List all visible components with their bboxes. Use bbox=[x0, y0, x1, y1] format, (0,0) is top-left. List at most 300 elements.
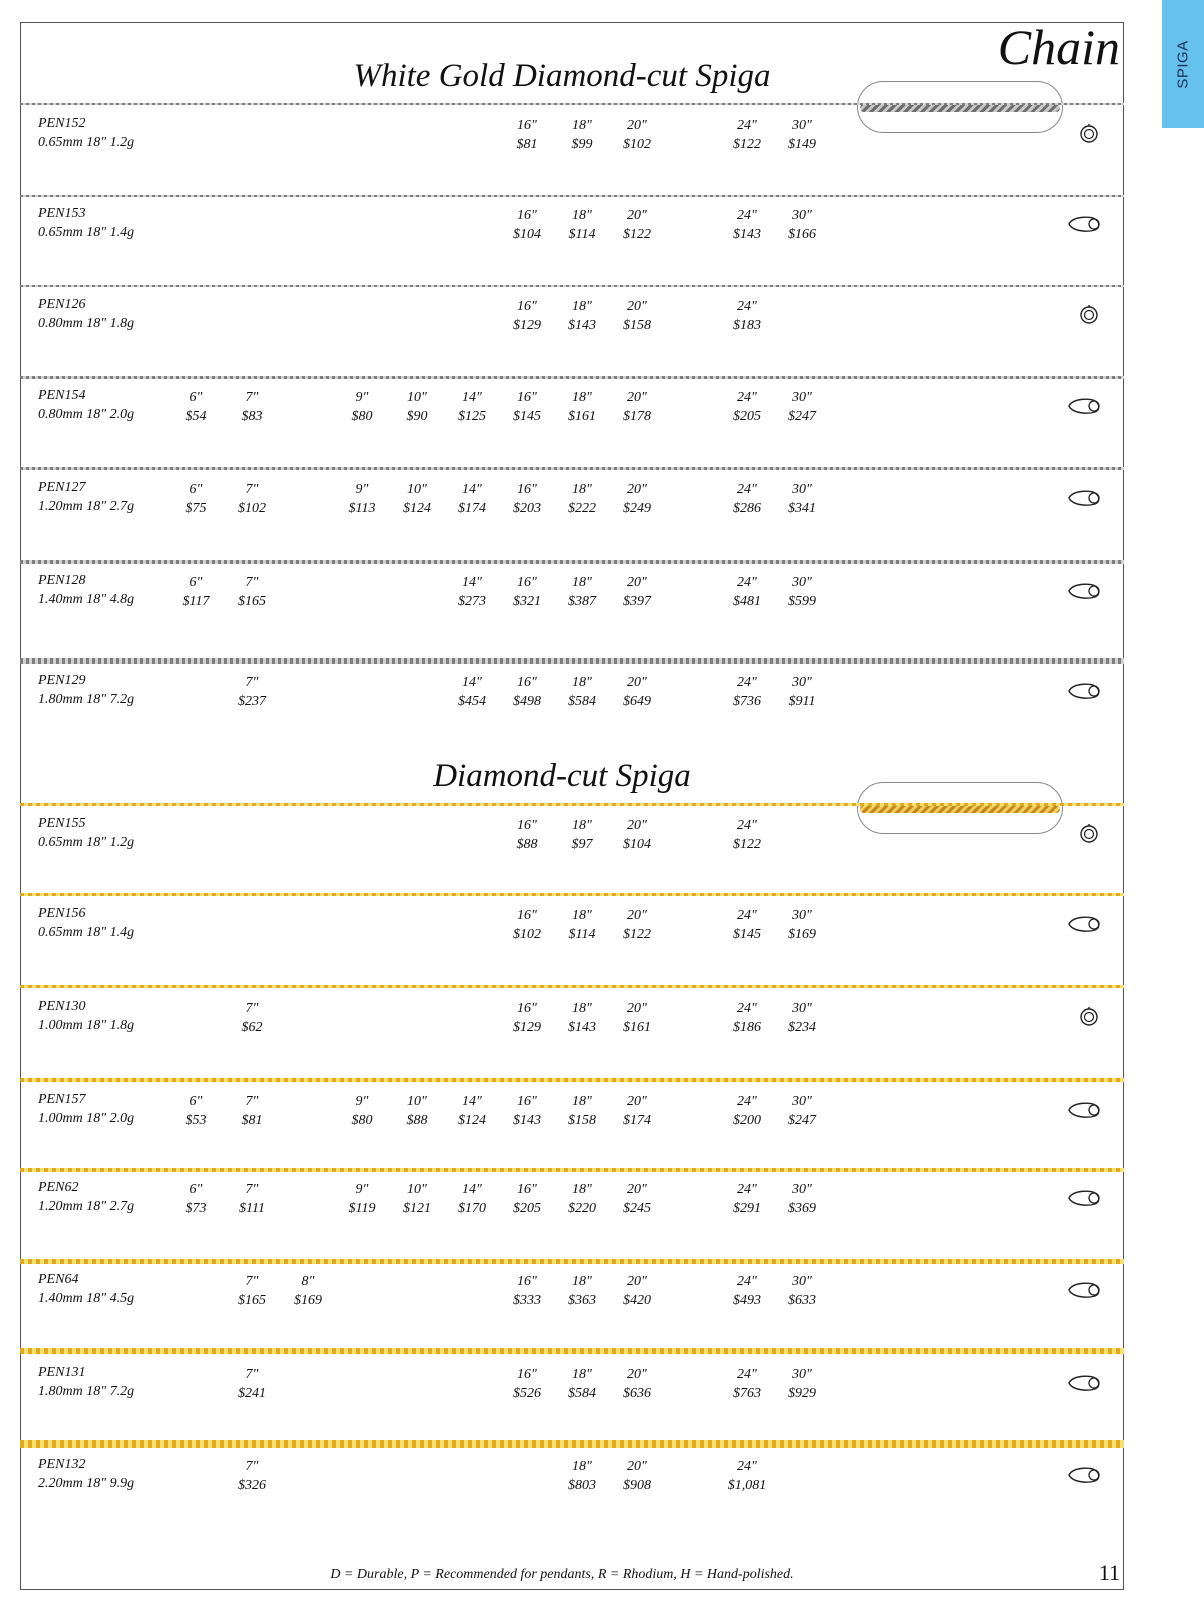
lobster-clasp-icon bbox=[1065, 1186, 1105, 1210]
price-value: $104 bbox=[513, 227, 541, 242]
length-label: 24" bbox=[737, 482, 757, 497]
length-label: 6" bbox=[189, 575, 203, 590]
length-label: 18" bbox=[572, 1182, 592, 1197]
length-label: 9" bbox=[355, 1182, 369, 1197]
price-cell bbox=[772, 480, 832, 518]
length-label: 7" bbox=[245, 1367, 259, 1382]
chain-divider bbox=[20, 1440, 1124, 1448]
price-cell bbox=[717, 116, 777, 154]
product-code: PEN132 bbox=[38, 1457, 86, 1472]
length-label: 20" bbox=[627, 118, 647, 133]
price-value: $222 bbox=[568, 501, 596, 516]
length-label: 30" bbox=[792, 675, 812, 690]
product-code: PEN62 bbox=[38, 1180, 79, 1195]
price-cell bbox=[332, 388, 392, 426]
length-label: 20" bbox=[627, 390, 647, 405]
spring-ring-clasp-icon bbox=[1065, 1005, 1105, 1029]
price-value: $122 bbox=[733, 837, 761, 852]
lobster-clasp-icon bbox=[1065, 579, 1105, 603]
length-label: 16" bbox=[517, 482, 537, 497]
price-cell bbox=[387, 480, 447, 518]
product-code: PEN157 bbox=[38, 1092, 86, 1107]
price-value: $1,081 bbox=[727, 1478, 767, 1493]
length-label: 20" bbox=[627, 1001, 647, 1016]
price-value: $149 bbox=[788, 137, 816, 152]
lobster-clasp-icon bbox=[1065, 1463, 1105, 1487]
price-value: $397 bbox=[623, 594, 651, 609]
price-cell bbox=[497, 1092, 557, 1130]
length-label: 20" bbox=[627, 1274, 647, 1289]
length-label: 24" bbox=[737, 118, 757, 133]
price-cell bbox=[552, 816, 612, 854]
price-value: $220 bbox=[568, 1201, 596, 1216]
price-value: $291 bbox=[733, 1201, 761, 1216]
price-value: $166 bbox=[788, 227, 816, 242]
product-row[interactable] bbox=[0, 1092, 1124, 1136]
price-value: $584 bbox=[568, 694, 596, 709]
product-spec: 1.20mm 18" 2.7g bbox=[38, 499, 135, 514]
length-label: 30" bbox=[792, 1182, 812, 1197]
length-label: 24" bbox=[737, 575, 757, 590]
chain-divider bbox=[20, 1168, 1124, 1172]
price-value: $80 bbox=[351, 1113, 373, 1128]
length-label: 24" bbox=[737, 818, 757, 833]
length-label: 24" bbox=[737, 1274, 757, 1289]
price-cell bbox=[552, 388, 612, 426]
price-cell bbox=[607, 1180, 667, 1218]
price-cell bbox=[442, 573, 502, 611]
price-cell bbox=[497, 1272, 557, 1310]
length-label: 20" bbox=[627, 482, 647, 497]
product-code: PEN152 bbox=[38, 116, 86, 131]
price-cell bbox=[717, 480, 777, 518]
length-label: 18" bbox=[572, 390, 592, 405]
price-cell bbox=[222, 1365, 282, 1403]
price-value: $286 bbox=[733, 501, 761, 516]
price-value: $145 bbox=[733, 927, 761, 942]
product-spec: 0.65mm 18" 1.2g bbox=[38, 835, 135, 850]
price-cell bbox=[552, 673, 612, 711]
length-label: 16" bbox=[517, 1001, 537, 1016]
length-label: 18" bbox=[572, 908, 592, 923]
price-value: $124 bbox=[403, 501, 431, 516]
price-cell bbox=[442, 480, 502, 518]
price-cell bbox=[607, 1365, 667, 1403]
product-spec: 1.20mm 18" 2.7g bbox=[38, 1199, 135, 1214]
price-value: $169 bbox=[294, 1293, 322, 1308]
price-cell bbox=[717, 816, 777, 854]
section-tab[interactable] bbox=[1162, 0, 1204, 128]
length-label: 10" bbox=[407, 482, 427, 497]
price-cell bbox=[497, 906, 557, 944]
price-value: $114 bbox=[568, 927, 596, 942]
product-code: PEN130 bbox=[38, 999, 86, 1014]
product-spec: 0.80mm 18" 1.8g bbox=[38, 316, 135, 331]
length-label: 7" bbox=[245, 1459, 259, 1474]
price-cell bbox=[497, 673, 557, 711]
price-value: $117 bbox=[182, 594, 210, 609]
length-label: 30" bbox=[792, 1367, 812, 1382]
price-cell bbox=[497, 116, 557, 154]
length-label: 14" bbox=[462, 1182, 482, 1197]
price-value: $129 bbox=[513, 1020, 541, 1035]
price-value: $929 bbox=[788, 1386, 816, 1401]
price-value: $636 bbox=[623, 1386, 651, 1401]
price-value: $111 bbox=[239, 1201, 265, 1216]
product-row[interactable] bbox=[0, 116, 1124, 160]
price-value: $247 bbox=[788, 409, 816, 424]
chain-divider bbox=[20, 658, 1124, 664]
price-value: $169 bbox=[788, 927, 816, 942]
price-cell bbox=[607, 297, 667, 335]
price-cell bbox=[442, 673, 502, 711]
length-label: 16" bbox=[517, 908, 537, 923]
price-value: $99 bbox=[571, 137, 593, 152]
length-label: 30" bbox=[792, 1094, 812, 1109]
length-label: 20" bbox=[627, 208, 647, 223]
price-cell bbox=[607, 388, 667, 426]
chain-divider bbox=[20, 985, 1124, 988]
price-cell bbox=[387, 1092, 447, 1130]
price-cell bbox=[442, 1180, 502, 1218]
price-value: $237 bbox=[238, 694, 266, 709]
price-value: $165 bbox=[238, 1293, 266, 1308]
price-cell bbox=[222, 1180, 282, 1218]
price-cell bbox=[222, 1272, 282, 1310]
product-row[interactable] bbox=[0, 906, 1124, 950]
chain-divider bbox=[20, 103, 1124, 105]
price-value: $161 bbox=[623, 1020, 651, 1035]
price-value: $363 bbox=[568, 1293, 596, 1308]
price-cell bbox=[607, 116, 667, 154]
price-value: $200 bbox=[733, 1113, 761, 1128]
price-value: $90 bbox=[406, 409, 428, 424]
product-row[interactable] bbox=[0, 1457, 1124, 1501]
length-label: 24" bbox=[737, 1367, 757, 1382]
length-label: 24" bbox=[737, 299, 757, 314]
product-code: PEN154 bbox=[38, 388, 86, 403]
price-value: $143 bbox=[568, 1020, 596, 1035]
length-label: 16" bbox=[517, 208, 537, 223]
product-spec: 1.40mm 18" 4.8g bbox=[38, 592, 135, 607]
price-cell bbox=[497, 388, 557, 426]
price-cell bbox=[772, 1272, 832, 1310]
price-value: $102 bbox=[238, 501, 266, 516]
price-cell bbox=[607, 1092, 667, 1130]
length-label: 24" bbox=[737, 1182, 757, 1197]
length-label: 10" bbox=[407, 390, 427, 405]
length-label: 7" bbox=[245, 482, 259, 497]
price-value: $143 bbox=[568, 318, 596, 333]
price-cell bbox=[442, 1092, 502, 1130]
product-row[interactable] bbox=[0, 1272, 1124, 1316]
price-cell bbox=[497, 816, 557, 854]
length-label: 14" bbox=[462, 575, 482, 590]
price-cell bbox=[497, 297, 557, 335]
length-label: 30" bbox=[792, 1274, 812, 1289]
price-value: $97 bbox=[571, 837, 593, 852]
price-value: $81 bbox=[516, 137, 538, 152]
price-value: $241 bbox=[238, 1386, 266, 1401]
length-label: 16" bbox=[517, 1182, 537, 1197]
length-label: 7" bbox=[245, 675, 259, 690]
price-value: $326 bbox=[238, 1478, 266, 1493]
price-cell bbox=[166, 480, 226, 518]
price-value: $341 bbox=[788, 501, 816, 516]
price-value: $62 bbox=[241, 1020, 263, 1035]
length-label: 18" bbox=[572, 1274, 592, 1289]
price-value: $174 bbox=[458, 501, 486, 516]
length-label: 7" bbox=[245, 575, 259, 590]
product-code: PEN129 bbox=[38, 673, 86, 688]
section-tab-label: SPIGA bbox=[1174, 39, 1192, 89]
chain-divider bbox=[20, 195, 1124, 197]
price-value: $125 bbox=[458, 409, 486, 424]
price-cell bbox=[222, 999, 282, 1037]
price-value: $170 bbox=[458, 1201, 486, 1216]
price-cell bbox=[497, 206, 557, 244]
length-label: 7" bbox=[245, 1274, 259, 1289]
product-row[interactable] bbox=[0, 816, 1124, 860]
price-value: $803 bbox=[568, 1478, 596, 1493]
lobster-clasp-icon bbox=[1065, 394, 1105, 418]
length-label: 30" bbox=[792, 908, 812, 923]
price-value: $481 bbox=[733, 594, 761, 609]
length-label: 7" bbox=[245, 1094, 259, 1109]
length-label: 30" bbox=[792, 575, 812, 590]
price-cell bbox=[332, 1180, 392, 1218]
product-spec: 2.20mm 18" 9.9g bbox=[38, 1476, 135, 1491]
length-label: 24" bbox=[737, 390, 757, 405]
length-label: 16" bbox=[517, 1274, 537, 1289]
price-value: $145 bbox=[513, 409, 541, 424]
length-label: 18" bbox=[572, 299, 592, 314]
price-value: $234 bbox=[788, 1020, 816, 1035]
price-cell bbox=[552, 1457, 612, 1495]
price-cell bbox=[332, 1092, 392, 1130]
length-label: 24" bbox=[737, 908, 757, 923]
price-cell bbox=[552, 297, 612, 335]
length-label: 7" bbox=[245, 390, 259, 405]
product-row[interactable] bbox=[0, 1365, 1124, 1409]
price-value: $249 bbox=[623, 501, 651, 516]
lobster-clasp-icon bbox=[1065, 1278, 1105, 1302]
length-label: 6" bbox=[189, 482, 203, 497]
price-value: $75 bbox=[185, 501, 207, 516]
price-value: $88 bbox=[516, 837, 538, 852]
length-label: 6" bbox=[189, 1094, 203, 1109]
price-cell bbox=[607, 999, 667, 1037]
price-value: $122 bbox=[623, 927, 651, 942]
price-cell bbox=[607, 906, 667, 944]
chain-divider bbox=[20, 1348, 1124, 1354]
price-value: $183 bbox=[733, 318, 761, 333]
price-cell bbox=[717, 999, 777, 1037]
price-value: $203 bbox=[513, 501, 541, 516]
length-label: 30" bbox=[792, 118, 812, 133]
length-label: 18" bbox=[572, 575, 592, 590]
product-code: PEN127 bbox=[38, 480, 86, 495]
price-value: $122 bbox=[733, 137, 761, 152]
product-code: PEN155 bbox=[38, 816, 86, 831]
price-cell bbox=[607, 816, 667, 854]
product-row[interactable] bbox=[0, 297, 1124, 341]
page-heading: Chain bbox=[997, 19, 1120, 75]
length-label: 20" bbox=[627, 1459, 647, 1474]
product-row[interactable] bbox=[0, 1180, 1124, 1224]
price-cell bbox=[717, 1092, 777, 1130]
price-cell bbox=[332, 480, 392, 518]
price-value: $273 bbox=[458, 594, 486, 609]
length-label: 16" bbox=[517, 675, 537, 690]
length-label: 30" bbox=[792, 482, 812, 497]
product-code: PEN131 bbox=[38, 1365, 86, 1380]
price-cell bbox=[387, 1180, 447, 1218]
price-cell bbox=[497, 480, 557, 518]
chain-divider bbox=[20, 467, 1124, 470]
price-value: $186 bbox=[733, 1020, 761, 1035]
chain-divider bbox=[20, 376, 1124, 379]
price-cell bbox=[166, 573, 226, 611]
length-label: 16" bbox=[517, 118, 537, 133]
length-label: 20" bbox=[627, 818, 647, 833]
chain-sample bbox=[860, 104, 1060, 112]
product-spec: 0.65mm 18" 1.4g bbox=[38, 925, 135, 940]
length-label: 8" bbox=[301, 1274, 315, 1289]
length-label: 18" bbox=[572, 482, 592, 497]
lobster-clasp-icon bbox=[1065, 1371, 1105, 1395]
length-label: 9" bbox=[355, 1094, 369, 1109]
length-label: 18" bbox=[572, 818, 592, 833]
price-cell bbox=[552, 1365, 612, 1403]
price-value: $174 bbox=[623, 1113, 651, 1128]
price-value: $114 bbox=[568, 227, 596, 242]
price-cell bbox=[717, 673, 777, 711]
price-value: $763 bbox=[733, 1386, 761, 1401]
length-label: 24" bbox=[737, 1094, 757, 1109]
product-row[interactable] bbox=[0, 999, 1124, 1043]
price-cell bbox=[552, 906, 612, 944]
length-label: 14" bbox=[462, 482, 482, 497]
length-label: 14" bbox=[462, 390, 482, 405]
price-value: $129 bbox=[513, 318, 541, 333]
length-label: 9" bbox=[355, 482, 369, 497]
length-label: 14" bbox=[462, 675, 482, 690]
page-number: 11 bbox=[1098, 1560, 1120, 1585]
price-cell bbox=[717, 1180, 777, 1218]
product-spec: 1.00mm 18" 2.0g bbox=[38, 1111, 135, 1126]
price-cell bbox=[772, 206, 832, 244]
price-value: $387 bbox=[568, 594, 596, 609]
price-value: $526 bbox=[513, 1386, 541, 1401]
length-label: 30" bbox=[792, 390, 812, 405]
price-cell bbox=[607, 673, 667, 711]
section-title: White Gold Diamond-cut Spiga bbox=[353, 58, 771, 94]
length-label: 10" bbox=[407, 1094, 427, 1109]
price-cell bbox=[772, 116, 832, 154]
length-label: 20" bbox=[627, 299, 647, 314]
product-row[interactable] bbox=[0, 206, 1124, 250]
product-row[interactable] bbox=[0, 673, 1124, 717]
lobster-clasp-icon bbox=[1065, 486, 1105, 510]
price-value: $908 bbox=[623, 1478, 651, 1493]
length-label: 20" bbox=[627, 1367, 647, 1382]
length-label: 30" bbox=[792, 1001, 812, 1016]
price-cell bbox=[772, 999, 832, 1037]
price-value: $321 bbox=[513, 594, 541, 609]
price-value: $911 bbox=[788, 694, 816, 709]
length-label: 20" bbox=[627, 908, 647, 923]
price-cell bbox=[552, 573, 612, 611]
price-value: $122 bbox=[623, 227, 651, 242]
price-value: $158 bbox=[623, 318, 651, 333]
price-value: $649 bbox=[623, 694, 651, 709]
price-value: $247 bbox=[788, 1113, 816, 1128]
product-spec: 1.80mm 18" 7.2g bbox=[38, 692, 135, 707]
price-value: $736 bbox=[733, 694, 761, 709]
product-spec: 1.40mm 18" 4.5g bbox=[38, 1291, 135, 1306]
product-row[interactable] bbox=[0, 480, 1124, 524]
lobster-clasp-icon bbox=[1065, 912, 1105, 936]
product-spec: 0.80mm 18" 2.0g bbox=[38, 407, 135, 422]
price-value: $420 bbox=[623, 1293, 651, 1308]
length-label: 7" bbox=[245, 1182, 259, 1197]
product-spec: 0.65mm 18" 1.4g bbox=[38, 225, 135, 240]
price-cell bbox=[772, 1365, 832, 1403]
product-row[interactable] bbox=[0, 573, 1124, 617]
chain-divider bbox=[20, 893, 1124, 896]
price-cell bbox=[772, 388, 832, 426]
product-code: PEN156 bbox=[38, 906, 86, 921]
price-value: $102 bbox=[513, 927, 541, 942]
length-label: 16" bbox=[517, 818, 537, 833]
price-cell bbox=[552, 1180, 612, 1218]
price-value: $81 bbox=[241, 1113, 263, 1128]
price-cell bbox=[166, 1180, 226, 1218]
price-value: $178 bbox=[623, 409, 651, 424]
price-value: $143 bbox=[513, 1113, 541, 1128]
price-value: $88 bbox=[406, 1113, 428, 1128]
product-spec: 1.80mm 18" 7.2g bbox=[38, 1384, 135, 1399]
price-value: $73 bbox=[185, 1201, 207, 1216]
length-label: 14" bbox=[462, 1094, 482, 1109]
price-value: $633 bbox=[788, 1293, 816, 1308]
length-label: 10" bbox=[407, 1182, 427, 1197]
price-cell bbox=[387, 388, 447, 426]
price-cell bbox=[497, 999, 557, 1037]
product-row[interactable] bbox=[0, 388, 1124, 432]
spring-ring-clasp-icon bbox=[1065, 122, 1105, 146]
price-value: $83 bbox=[241, 409, 263, 424]
price-cell bbox=[717, 297, 777, 335]
price-cell bbox=[497, 573, 557, 611]
price-cell bbox=[772, 906, 832, 944]
length-label: 24" bbox=[737, 1459, 757, 1474]
price-cell bbox=[717, 388, 777, 426]
length-label: 16" bbox=[517, 1367, 537, 1382]
length-label: 24" bbox=[737, 675, 757, 690]
price-cell bbox=[772, 573, 832, 611]
price-cell bbox=[222, 1457, 282, 1495]
chain-divider bbox=[20, 1078, 1124, 1082]
price-value: $333 bbox=[513, 1293, 541, 1308]
price-value: $143 bbox=[733, 227, 761, 242]
price-value: $493 bbox=[733, 1293, 761, 1308]
length-label: 18" bbox=[572, 675, 592, 690]
price-cell bbox=[278, 1272, 338, 1310]
price-cell bbox=[497, 1365, 557, 1403]
price-value: $205 bbox=[513, 1201, 541, 1216]
